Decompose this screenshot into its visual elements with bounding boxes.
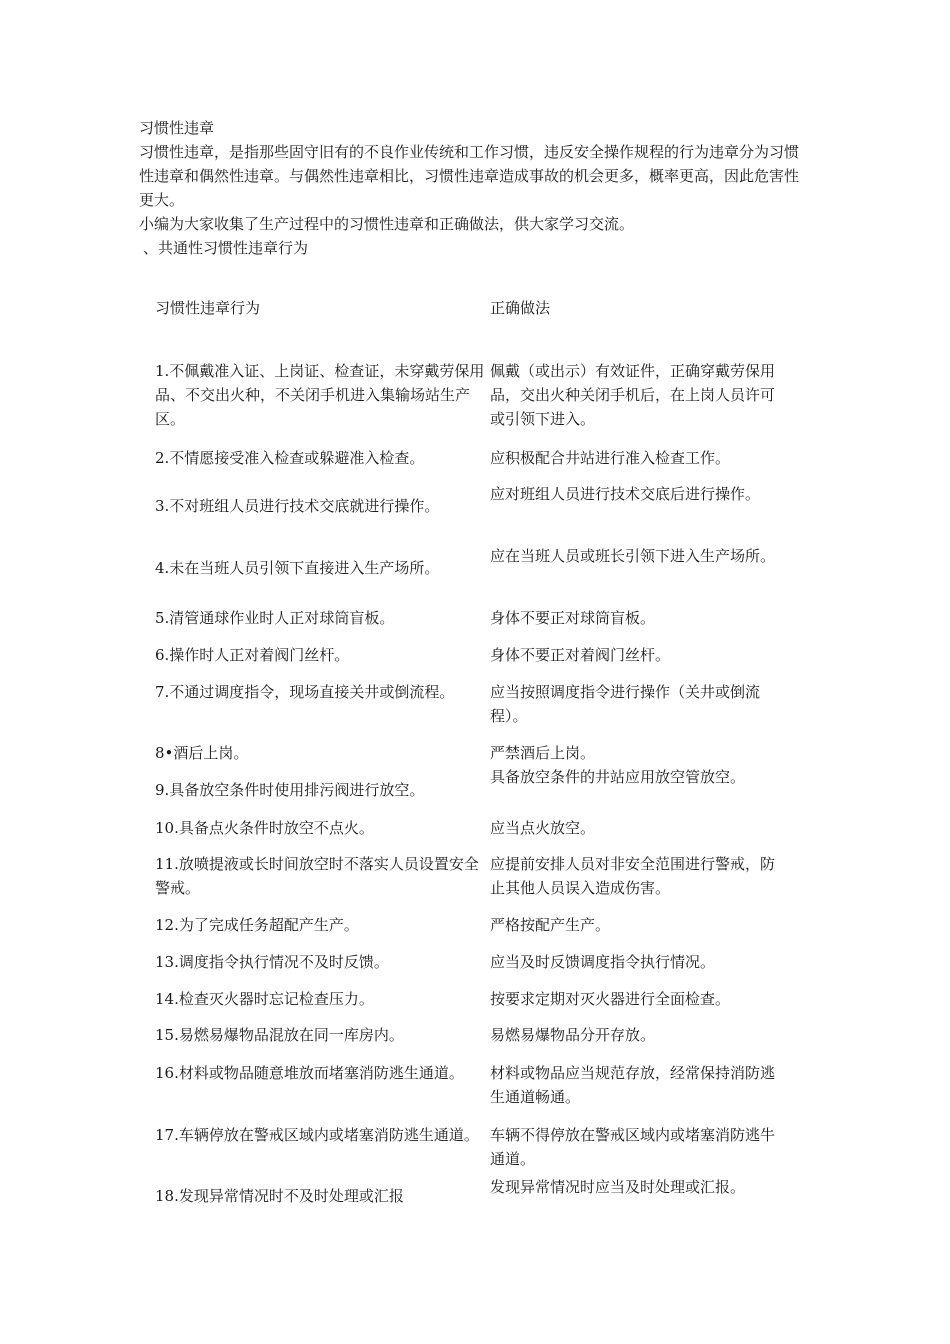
correct-practice: 按要求定期对灭火器进行全面检查。 (490, 990, 731, 1008)
bad-practice: 10.具备点火条件时放空不点火。 (155, 819, 374, 837)
bad-practice: 15.易燃易爆物品混放在同一库房内。 (155, 1026, 404, 1044)
bad-practice: 17.车辆停放在警戒区域内或堵塞消防逃生通道。 (155, 1126, 479, 1144)
bad-practice: 1.不佩戴准入证、上岗证、检查证，未穿戴劳保用品、不交出火种，不关闭手机进入集输场站生产区。 (155, 362, 485, 428)
bad-practice: 5.清管通球作业时人正对球筒盲板。 (155, 609, 395, 627)
section-heading: 、共通性习惯性违章行为 (143, 239, 309, 257)
bad-practice: 3.不对班组人员进行技术交底就进行操作。 (155, 497, 440, 515)
correct-practice: 应当按照调度指令进行操作（关井或倒流程）。 (490, 683, 761, 725)
bad-practice: 9.具备放空条件时使用排污阀进行放空。 (155, 781, 425, 799)
bad-practice: 7.不通过调度指令，现场直接关井或倒流程。 (155, 683, 455, 701)
bad-practice: 2.不情愿接受准入检查或躲避准入检查。 (155, 449, 425, 467)
column-header-good: 正确做法 (490, 299, 551, 317)
correct-practice: 应当点火放空。 (490, 819, 596, 837)
correct-practice: 身体不要正对着阀门丝杆。 (490, 646, 671, 664)
correct-practice: 具备放空条件的井站应用放空管放空。 (490, 768, 746, 786)
correct-practice: 应提前安排人员对非安全范围进行警戒，防止其他人员误入造成伤害。 (490, 855, 776, 897)
intro-block (139, 116, 799, 260)
correct-practice: 材料或物品应当规范存放，经常保持消防逃生通道畅通。 (490, 1064, 776, 1106)
bad-practice: 6.操作时人正对着阀门丝杆。 (155, 646, 350, 664)
bad-practice: 16.材料或物品随意堆放而堵塞消防逃生通道。 (155, 1064, 464, 1082)
correct-practice: 严禁酒后上岗。 (490, 744, 596, 762)
doc-paragraph: 习惯性违章，是指那些固守旧有的不良作业传统和工作习惯，违反安全操作规程的行为违章分为习惯性违章和偶然性违章。与偶然性违章相比，习惯性违章造成事故的机会更多，概率更高，因此危害性更大。 (139, 143, 800, 209)
correct-practice: 发现异常情况时应当及时处理或汇报。 (490, 1178, 746, 1196)
column-header-bad: 习惯性违章行为 (155, 299, 261, 317)
doc-title: 习惯性违章 (139, 119, 215, 137)
correct-practice: 严格按配产生产。 (490, 916, 611, 934)
correct-practice: 易燃易爆物品分开存放。 (490, 1026, 656, 1044)
bad-practice: 8•酒后上岗。 (155, 744, 249, 762)
correct-practice: 应对班组人员进行技术交底后进行操作。 (490, 485, 761, 503)
bad-practice: 13.调度指令执行情况不及时反馈。 (155, 953, 389, 971)
correct-practice: 佩戴（或出示）有效证件，正确穿戴劳保用品，交出火种关闭手机后，在上岗人员许可或引领下进入。 (490, 362, 776, 428)
bad-practice: 18.发现异常情况时不及时处理或汇报 (155, 1187, 404, 1205)
correct-practice: 应当及时反馈调度指令执行情况。 (490, 953, 716, 971)
correct-practice: 身体不要正对球筒盲板。 (490, 609, 656, 627)
doc-intro: 小编为大家收集了生产过程中的习惯性违章和正确做法，供大家学习交流。 (139, 215, 635, 233)
bad-practice: 11.放喷提液或长时间放空时不落实人员设置安全警戒。 (155, 855, 479, 897)
bad-practice: 12.为了完成任务超配产生产。 (155, 916, 359, 934)
bad-practice: 14.检查灭火器时忘记检查压力。 (155, 990, 374, 1008)
correct-practice: 应积极配合井站进行准入检查工作。 (490, 449, 731, 467)
correct-practice: 应在当班人员或班长引领下进入生产场所。 (490, 547, 776, 565)
bad-practice: 4.未在当班人员引领下直接进入生产场所。 (155, 559, 440, 577)
correct-practice: 车辆不得停放在警戒区域内或堵塞消防逃牛通道。 (490, 1126, 776, 1168)
